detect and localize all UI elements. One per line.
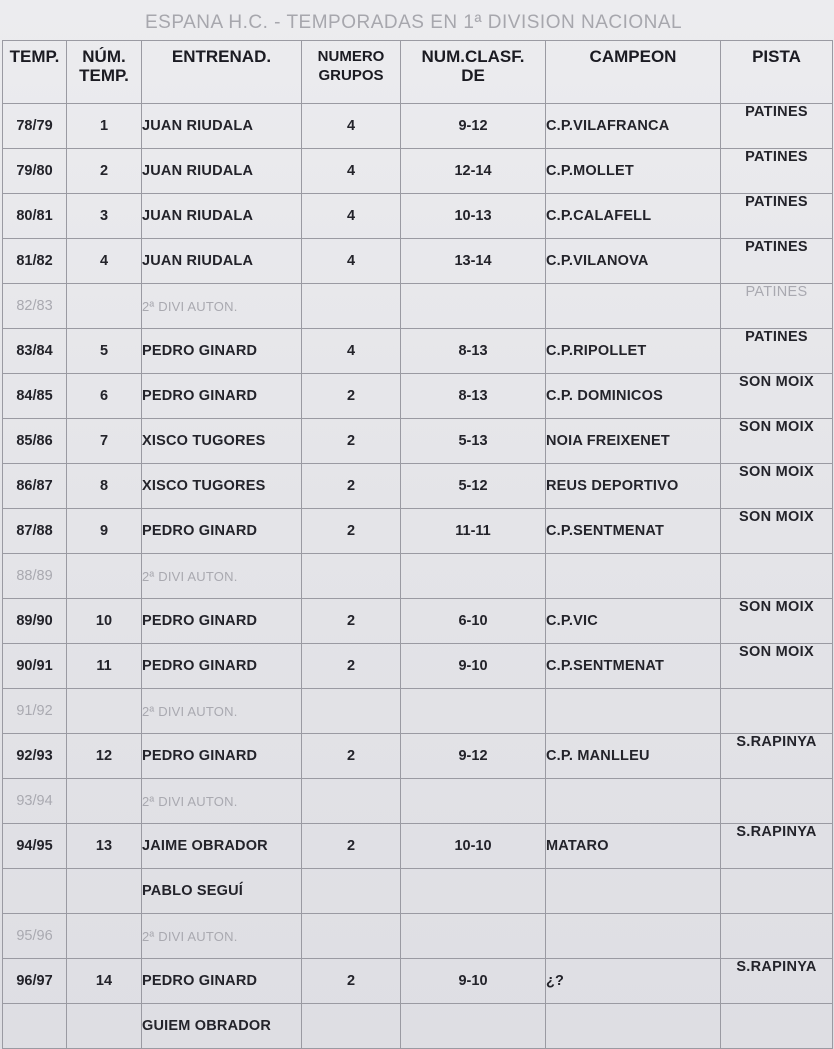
classification-range-cell: 5-12 <box>401 464 546 509</box>
groups-cell <box>302 554 401 599</box>
season-cell: 78/79 <box>3 104 67 149</box>
venue-cell: PATINES <box>721 239 833 284</box>
season-number-cell: 5 <box>67 329 142 374</box>
venue-cell: PATINES <box>721 329 833 374</box>
venue-cell <box>721 869 833 914</box>
season-number-cell <box>67 689 142 734</box>
coach-cell: GUIEM OBRADOR <box>142 1004 302 1049</box>
season-cell: 81/82 <box>3 239 67 284</box>
champion-cell: C.P.VIC <box>546 599 721 644</box>
groups-cell: 4 <box>302 149 401 194</box>
season-number-cell <box>67 284 142 329</box>
table-row <box>3 374 833 419</box>
header-num-season-line2: TEMP. <box>79 66 129 85</box>
header-num-season <box>67 41 142 104</box>
champion-cell: C.P.MOLLET <box>546 149 721 194</box>
champion-cell: C.P.SENTMENAT <box>546 509 721 554</box>
champion-cell: C.P.SENTMENAT <box>546 644 721 689</box>
venue-cell <box>721 689 833 734</box>
coach-cell: JAIME OBRADOR <box>142 824 302 869</box>
season-number-cell: 2 <box>67 149 142 194</box>
coach-cell: PEDRO GINARD <box>142 599 302 644</box>
venue-cell: SON MOIX <box>721 464 833 509</box>
season-cell: 79/80 <box>3 149 67 194</box>
champion-cell: MATARO <box>546 824 721 869</box>
table-row <box>3 959 833 1004</box>
table-row <box>3 869 833 914</box>
classification-range-cell: 9-10 <box>401 959 546 1004</box>
classification-range-cell: 10-10 <box>401 824 546 869</box>
groups-cell: 2 <box>302 959 401 1004</box>
champion-cell: ¿? <box>546 959 721 1004</box>
classification-range-cell: 11-11 <box>401 509 546 554</box>
groups-cell <box>302 284 401 329</box>
coach-cell: PEDRO GINARD <box>142 959 302 1004</box>
season-number-cell: 14 <box>67 959 142 1004</box>
season-number-cell <box>67 779 142 824</box>
season-number-cell: 9 <box>67 509 142 554</box>
venue-cell <box>721 554 833 599</box>
season-number-cell <box>67 554 142 599</box>
season-number-cell: 8 <box>67 464 142 509</box>
groups-cell <box>302 1004 401 1049</box>
table-row <box>3 914 833 959</box>
classification-range-cell: 8-13 <box>401 329 546 374</box>
coach-cell: PABLO SEGUÍ <box>142 869 302 914</box>
venue-cell <box>721 914 833 959</box>
season-cell: 88/89 <box>3 554 67 599</box>
champion-cell: C.P. DOMINICOS <box>546 374 721 419</box>
classification-range-cell <box>401 779 546 824</box>
venue-cell: PATINES <box>721 149 833 194</box>
groups-cell <box>302 689 401 734</box>
seasons-table <box>2 40 833 1049</box>
champion-cell <box>546 554 721 599</box>
table-row <box>3 824 833 869</box>
groups-cell: 4 <box>302 194 401 239</box>
coach-cell: XISCO TUGORES <box>142 419 302 464</box>
venue-cell: PATINES <box>721 194 833 239</box>
venue-cell: S.RAPINYA <box>721 824 833 869</box>
coach-cell: PEDRO GINARD <box>142 734 302 779</box>
classification-range-cell: 9-10 <box>401 644 546 689</box>
season-number-cell: 1 <box>67 104 142 149</box>
classification-range-cell <box>401 554 546 599</box>
season-cell: 92/93 <box>3 734 67 779</box>
header-coach: ENTRENAD. <box>142 41 302 104</box>
coach-cell: JUAN RIUDALA <box>142 149 302 194</box>
venue-cell <box>721 779 833 824</box>
classification-range-cell: 10-13 <box>401 194 546 239</box>
season-number-cell: 11 <box>67 644 142 689</box>
champion-cell: C.P.CALAFELL <box>546 194 721 239</box>
document-title: ESPANA H.C. - TEMPORADAS EN 1ª DIVISION NACIONAL <box>145 12 683 33</box>
coach-cell: 2ª DIVI AUTON. <box>142 689 302 734</box>
coach-cell: 2ª DIVI AUTON. <box>142 284 302 329</box>
groups-cell: 4 <box>302 104 401 149</box>
venue-cell: SON MOIX <box>721 644 833 689</box>
classification-range-cell <box>401 1004 546 1049</box>
classification-range-cell <box>401 689 546 734</box>
champion-cell: NOIA FREIXENET <box>546 419 721 464</box>
groups-cell: 4 <box>302 329 401 374</box>
table-row <box>3 644 833 689</box>
coach-cell: 2ª DIVI AUTON. <box>142 914 302 959</box>
classification-range-cell <box>401 914 546 959</box>
header-groups-line2: GRUPOS <box>318 67 384 84</box>
table-row <box>3 239 833 284</box>
table-row <box>3 1004 833 1049</box>
table-row <box>3 734 833 779</box>
venue-cell: SON MOIX <box>721 509 833 554</box>
champion-cell: C.P. MANLLEU <box>546 734 721 779</box>
groups-cell: 2 <box>302 824 401 869</box>
season-cell: 85/86 <box>3 419 67 464</box>
table-row <box>3 509 833 554</box>
season-cell: 95/96 <box>3 914 67 959</box>
header-champion: CAMPEON <box>546 41 721 104</box>
groups-cell: 2 <box>302 374 401 419</box>
coach-cell: JUAN RIUDALA <box>142 194 302 239</box>
season-cell <box>3 869 67 914</box>
groups-cell: 2 <box>302 509 401 554</box>
season-cell <box>3 1004 67 1049</box>
champion-cell: C.P.VILAFRANCA <box>546 104 721 149</box>
header-row <box>3 41 833 104</box>
season-cell: 89/90 <box>3 599 67 644</box>
groups-cell: 2 <box>302 464 401 509</box>
season-number-cell: 7 <box>67 419 142 464</box>
season-cell: 94/95 <box>3 824 67 869</box>
table-row <box>3 464 833 509</box>
champion-cell <box>546 914 721 959</box>
coach-cell: PEDRO GINARD <box>142 329 302 374</box>
season-cell: 93/94 <box>3 779 67 824</box>
header-groups <box>302 41 401 104</box>
venue-cell: PATINES <box>721 104 833 149</box>
groups-cell <box>302 869 401 914</box>
coach-cell: 2ª DIVI AUTON. <box>142 554 302 599</box>
coach-cell: XISCO TUGORES <box>142 464 302 509</box>
venue-cell: SON MOIX <box>721 599 833 644</box>
venue-cell: SON MOIX <box>721 374 833 419</box>
season-number-cell <box>67 914 142 959</box>
table-row <box>3 284 833 329</box>
classification-range-cell <box>401 869 546 914</box>
season-number-cell <box>67 1004 142 1049</box>
groups-cell: 2 <box>302 734 401 779</box>
classification-range-cell: 6-10 <box>401 599 546 644</box>
table-row <box>3 104 833 149</box>
season-cell: 82/83 <box>3 284 67 329</box>
season-cell: 87/88 <box>3 509 67 554</box>
season-cell: 86/87 <box>3 464 67 509</box>
classification-range-cell <box>401 284 546 329</box>
header-groups-line1: NUMERO <box>317 48 385 65</box>
season-number-cell: 6 <box>67 374 142 419</box>
coach-cell: PEDRO GINARD <box>142 374 302 419</box>
venue-cell: S.RAPINYA <box>721 734 833 779</box>
coach-cell: 2ª DIVI AUTON. <box>142 779 302 824</box>
header-classification-line1: NUM.CLASF. <box>421 47 525 66</box>
season-cell: 83/84 <box>3 329 67 374</box>
table-row <box>3 149 833 194</box>
champion-cell: C.P.VILANOVA <box>546 239 721 284</box>
header-venue: PISTA <box>721 41 833 104</box>
coach-cell: PEDRO GINARD <box>142 644 302 689</box>
champion-cell <box>546 689 721 734</box>
season-cell: 96/97 <box>3 959 67 1004</box>
coach-cell: PEDRO GINARD <box>142 509 302 554</box>
season-number-cell: 3 <box>67 194 142 239</box>
venue-cell: SON MOIX <box>721 419 833 464</box>
season-number-cell: 10 <box>67 599 142 644</box>
coach-cell: JUAN RIUDALA <box>142 104 302 149</box>
groups-cell: 2 <box>302 599 401 644</box>
classification-range-cell: 9-12 <box>401 734 546 779</box>
groups-cell <box>302 779 401 824</box>
groups-cell: 2 <box>302 644 401 689</box>
venue-cell: S.RAPINYA <box>721 959 833 1004</box>
header-season: TEMP. <box>3 41 67 104</box>
classification-range-cell: 9-12 <box>401 104 546 149</box>
season-cell: 91/92 <box>3 689 67 734</box>
season-number-cell: 12 <box>67 734 142 779</box>
table-row <box>3 419 833 464</box>
header-classification-line2: DE <box>461 66 485 85</box>
groups-cell <box>302 914 401 959</box>
season-cell: 80/81 <box>3 194 67 239</box>
champion-cell <box>546 284 721 329</box>
champion-cell <box>546 1004 721 1049</box>
classification-range-cell: 5-13 <box>401 419 546 464</box>
classification-range-cell: 12-14 <box>401 149 546 194</box>
venue-cell <box>721 1004 833 1049</box>
coach-cell: JUAN RIUDALA <box>142 239 302 284</box>
season-number-cell: 4 <box>67 239 142 284</box>
classification-range-cell: 13-14 <box>401 239 546 284</box>
table-row <box>3 554 833 599</box>
classification-range-cell: 8-13 <box>401 374 546 419</box>
table-row <box>3 779 833 824</box>
champion-cell <box>546 869 721 914</box>
table-row <box>3 329 833 374</box>
champion-cell <box>546 779 721 824</box>
season-cell: 90/91 <box>3 644 67 689</box>
season-cell: 84/85 <box>3 374 67 419</box>
table-row <box>3 194 833 239</box>
season-number-cell: 13 <box>67 824 142 869</box>
groups-cell: 4 <box>302 239 401 284</box>
venue-cell: PATINES <box>721 284 833 329</box>
groups-cell: 2 <box>302 419 401 464</box>
champion-cell: REUS DEPORTIVO <box>546 464 721 509</box>
header-num-season-line1: NÚM. <box>82 47 126 66</box>
table-row <box>3 689 833 734</box>
table-row <box>3 599 833 644</box>
champion-cell: C.P.RIPOLLET <box>546 329 721 374</box>
season-number-cell <box>67 869 142 914</box>
table-body <box>3 104 833 1049</box>
header-classification <box>401 41 546 104</box>
